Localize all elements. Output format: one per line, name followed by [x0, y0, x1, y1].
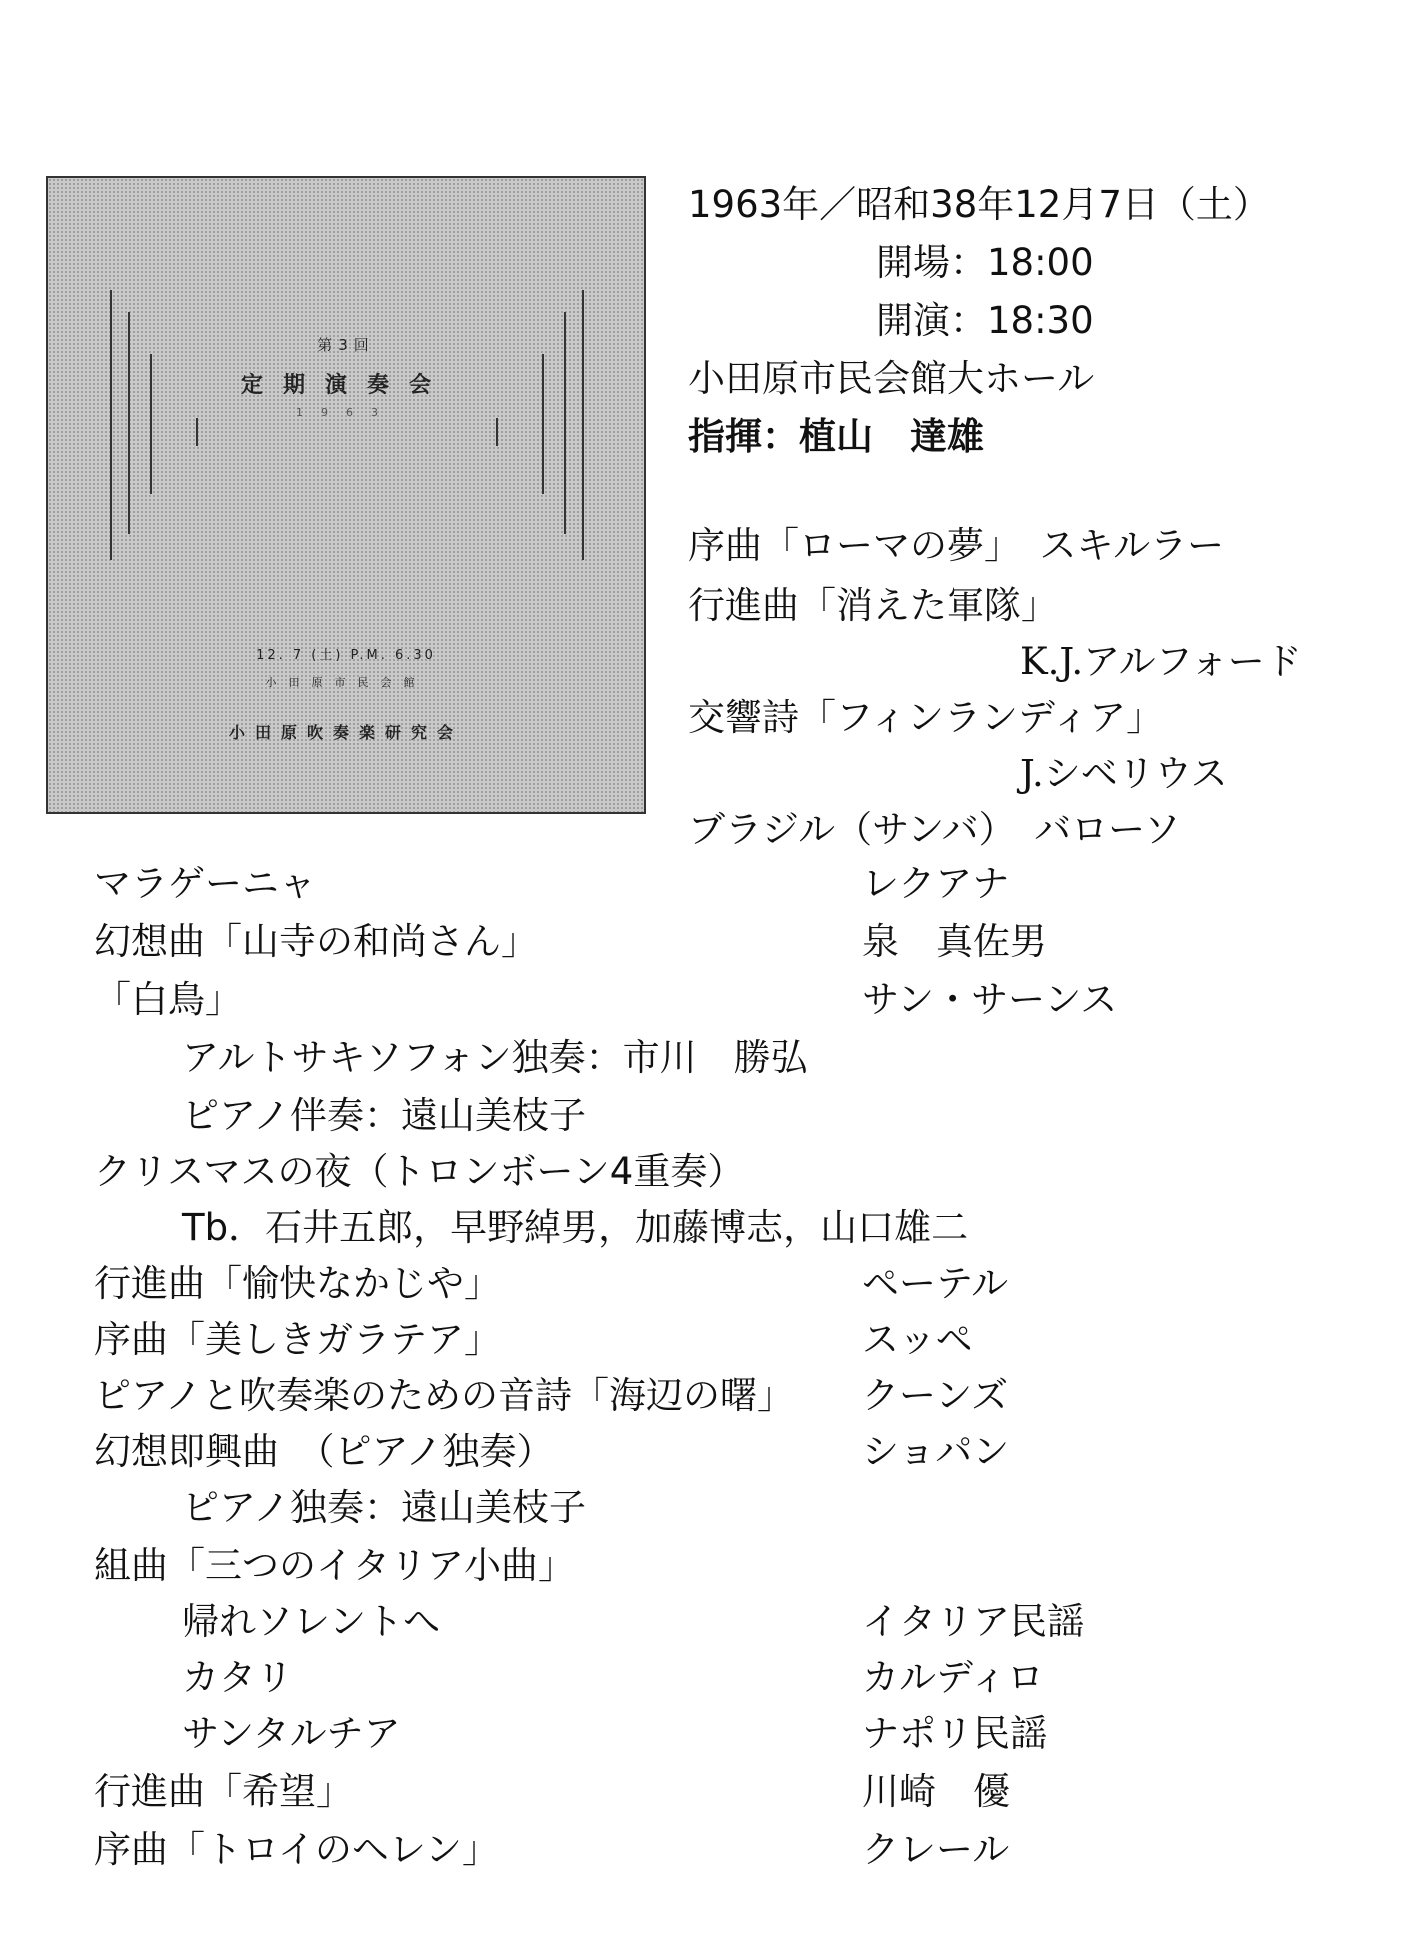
program-item-title: マラゲーニャ	[94, 862, 316, 905]
cover-line	[496, 418, 498, 446]
program-item-title: 交響詩「フィンランディア」	[688, 696, 1164, 739]
program-item-title: 幻想即興曲 （ピアノ独奏）	[94, 1430, 554, 1473]
program-item-composer: サン・サーンス	[862, 978, 1118, 1021]
event-date: 1963年／昭和38年12月7日（土）	[688, 183, 1270, 226]
program-item-note: Tb．石井五郎，早野綽男，加藤博志，山口雄二	[182, 1206, 969, 1249]
cover-venue: 小田原市民会館	[265, 676, 427, 689]
program-item-composer: 川崎 優	[862, 1770, 1010, 1813]
program-item-title: 「白鳥」	[94, 978, 242, 1021]
program-item-note: サンタルチア	[182, 1712, 401, 1755]
event-venue: 小田原市民会館大ホール	[688, 357, 1095, 400]
cover-datetime: 12. 7 (土) P.M. 6.30	[256, 648, 436, 663]
cover-line	[196, 418, 198, 446]
cover-edition: 第3回	[317, 336, 375, 354]
program-item-composer: クレール	[862, 1828, 1010, 1871]
program-item-composer: イタリア民謡	[862, 1600, 1084, 1643]
program-item-composer: K.J.アルフォード	[1020, 640, 1302, 683]
program-item-composer: ペーテル	[862, 1262, 1009, 1305]
event-info	[688, 176, 1270, 466]
cover-line	[110, 290, 112, 560]
program-item-composer: ナポリ民謡	[862, 1712, 1047, 1755]
start-time: 開演：18:30	[876, 299, 1094, 342]
program-item-composer: カルディロ	[862, 1656, 1045, 1699]
program-item-title: 序曲「ローマの夢」 スキルラー	[688, 524, 1225, 567]
program-item-composer: レクアナ	[862, 862, 1010, 905]
program-item-title: 組曲「三つのイタリア小曲」	[94, 1544, 575, 1587]
program-item-note: ピアノ独奏：遠山美枝子	[182, 1486, 587, 1529]
doors-open-time: 開場：18:00	[876, 241, 1094, 284]
program-cover-image	[46, 176, 646, 814]
program-item-title: 行進曲「愉快なかじや」	[94, 1262, 501, 1305]
program-item-composer: スッペ	[862, 1318, 973, 1361]
program-item-composer: J.シベリウス	[1020, 752, 1228, 795]
program-item-title: 行進曲「希望」	[94, 1770, 353, 1813]
program-item-note: アルトサキソフォン独奏：市川 勝弘	[182, 1036, 808, 1079]
program-item-composer: クーンズ	[862, 1374, 1009, 1417]
program-item-title: 幻想曲「山寺の和尚さん」	[94, 920, 538, 963]
program-item-composer: 泉 真佐男	[862, 920, 1047, 963]
program-item-title: ピアノと吹奏楽のための音詩「海辺の曙」	[94, 1374, 795, 1417]
program-item-title: 行進曲「消えた軍隊」	[688, 584, 1058, 627]
cover-title: 定期演奏会	[240, 373, 451, 398]
cover-organizer: 小田原吹奏楽研究会	[228, 723, 463, 742]
program-item-title: 序曲「美しきガラテア」	[94, 1318, 501, 1361]
conductor: 指揮：植山 達雄	[688, 415, 984, 458]
cover-line	[582, 290, 584, 560]
program-item-title: クリスマスの夜（トロンボーン4重奏）	[94, 1150, 745, 1193]
program-item-composer: ショパン	[862, 1430, 1010, 1473]
program-item-title: 序曲「トロイのヘレン」	[94, 1828, 499, 1871]
program-item-title: ブラジル（サンバ） バローソ	[688, 808, 1181, 851]
cover-year: 1963	[296, 406, 396, 419]
program-item-note: カタリ	[182, 1656, 293, 1699]
program-item-note: ピアノ伴奏：遠山美枝子	[182, 1094, 587, 1137]
program-item-note: 帰れソレントへ	[182, 1600, 441, 1643]
